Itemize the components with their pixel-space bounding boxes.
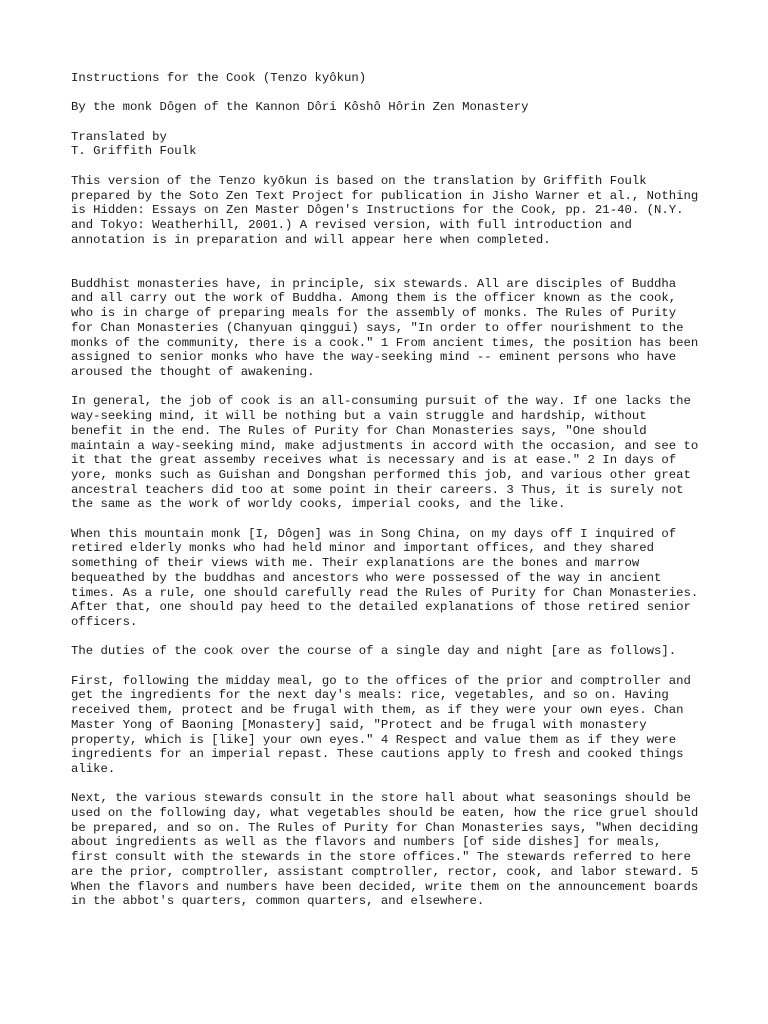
document-byline: By the monk Dôgen of the Kannon Dôri Kôshô Hôrin Zen Monastery (71, 100, 529, 115)
translator-credit: Translated by T. Griffith Foulk (71, 129, 197, 159)
body-paragraph-3: When this mountain monk [I, Dôgen] was in Song China, on my days off I inquired of retired elderly monks who had held minor and important offices, and they shared something of their views with me. Their explanations are the bones and marrow bequeathed by the buddhas and ancestors who were possessed of the way in ancient times. As a rule, one should carefully read the Rules of Purity for Chan Monasteries. After that, one should pay heed to the detailed explanations of those retired senior officers. (71, 526, 699, 629)
body-paragraph-6: Next, the various stewards consult in the store hall about what seasonings should be used on the following day, what vegetables should be eaten, how the rice gruel should be prepared, and so on. The Rules of Purity for Chan Monasteries says, "When deciding about ingredients as well as the flavors and numbers [of side dishes] for meals, first consult with the stewards in the store offices." The stewards referred to here are the prior, comptroller, assistant comptroller, rector, cook, and labor steward. 5 When the flavors and numbers have been decided, write them on the announcement boards in the abbot's quarters, common quarters, and elsewhere. (71, 791, 699, 909)
body-paragraph-1: Buddhist monasteries have, in principle, six stewards. All are disciples of Buddha and all carry out the work of Buddha. Among them is the officer known as the cook, who is in charge of preparing meals for the assembly of monks. The Rules of Purity for Chan Monasteries (Chanyuan qinggui) says, "In order to offer nourishment to the monks of the community, there is a cook." 1 From ancient times, the position has been assigned to senior monks who have the way-seeking mind -- eminent persons who have aroused the thought of awakening. (71, 276, 699, 379)
version-note: This version of the Tenzo kyōkun is based on the translation by Griffith Foulk prepared by the Soto Zen Text Project for publication in Jisho Warner et al., Nothing is Hidden: Essays on Zen Master Dôgen's Instructions for the Cook, pp. 21-40. (N.Y. and Tokyo: Weatherhill, 2001.) A revised version, with full introduction and annotation is in preparation and will appear here when completed. (71, 173, 699, 247)
body-paragraph-5: First, following the midday meal, go to the offices of the prior and comptroller and get the ingredients for the next day's meals: rice, vegetables, and so on. Having received them, protect and be frugal with them, as if they were your own eyes. Chan Master Yong of Baoning [Monastery] said, "Protect and be frugal with monastery property, which is [like] your own eyes." 4 Respect and value them as if they were ingredients for an imperial repast. These cautions apply to fresh and cooked things alike. (71, 673, 691, 776)
body-paragraph-2: In general, the job of cook is an all-consuming pursuit of the way. If one lacks the way-seeking mind, it will be nothing but a vain struggle and hardship, without benefit in the end. The Rules of Purity for Chan Monasteries says, "One should maintain a way-seeking mind, make adjustments in accord with the occasion, and see to it that the great assemby receives what is necessary and is at ease." 2 In days of yore, monks such as Guishan and Dongshan performed this job, and various other great ancestral teachers did too at some point in their careers. 3 Thus, it is surely not the same as the work of worldy cooks, imperial cooks, and the like. (71, 394, 699, 512)
body-paragraph-4: The duties of the cook over the course of a single day and night [are as follows]. (71, 644, 677, 659)
document-page (71, 71, 701, 924)
document-title: Instructions for the Cook (Tenzo kyôkun) (71, 71, 367, 85)
